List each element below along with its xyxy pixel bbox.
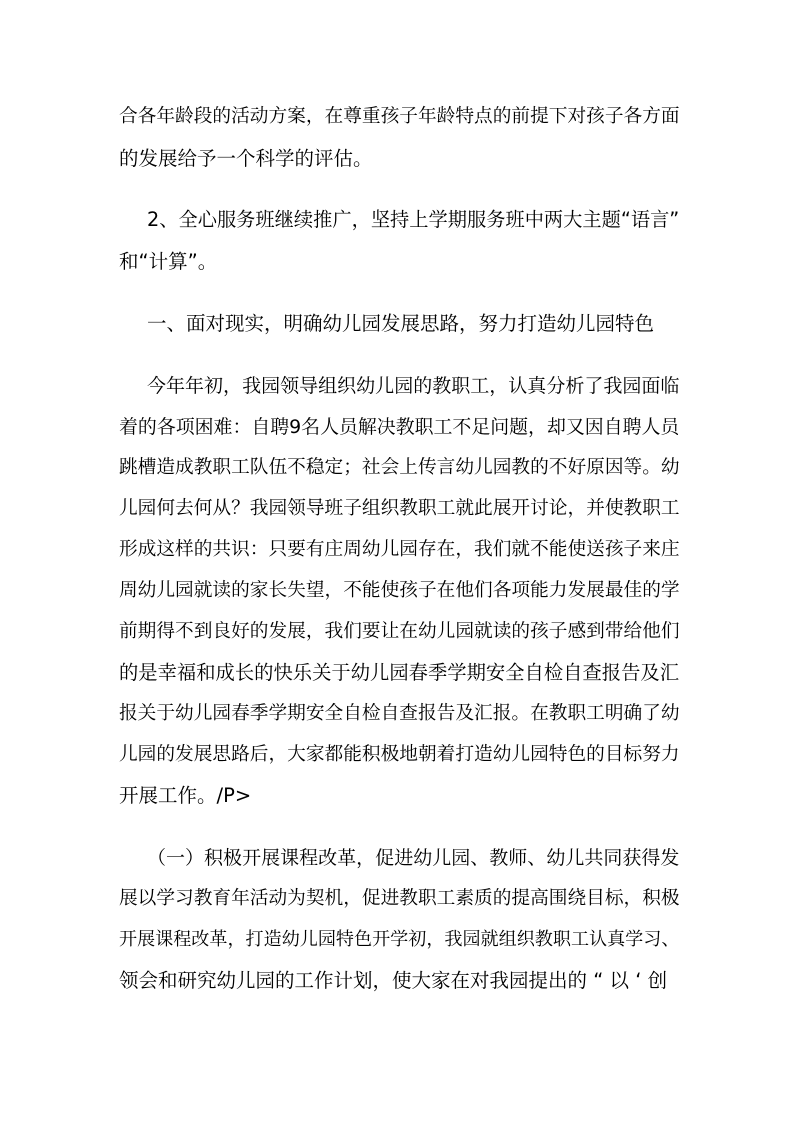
text-line: 合各年龄段的活动方案，在尊重孩子年龄特点的前提下对孩子各方面 (119, 106, 680, 127)
text-line: 的是幸福和成长的快乐关于幼儿园春季学期安全自检自查报告及汇 (119, 661, 680, 684)
text-line: 报关于幼儿园春季学期安全自检自查报告及汇报。在教职工明确了幼 (119, 703, 680, 724)
text-line: 跳槽造成教职工队伍不稳定；社会上传言幼儿园教的不好原因等。幼 (119, 457, 680, 478)
text-line: 儿园的发展思路后，大家都能积极地朝着打造幼儿园特色的目标努力 (119, 744, 680, 765)
text-line: 领会和研究幼儿园的工作计划，使大家在对我园提出的 “ 以 ‘ 创 (119, 969, 668, 992)
text-line: 前期得不到良好的发展，我们要让在幼儿园就读的孩子感到带给他们 (119, 621, 680, 642)
text-line: 今年年初，我园领导组织幼儿园的教职工，认真分析了我园面临 (147, 375, 680, 397)
text-line: 开展工作。/P> (119, 784, 252, 807)
text-line: 周幼儿园就读的家长失望，不能使孩子在他们各项能力发展最佳的学 (119, 580, 680, 601)
text-line: 和“计算”。 (119, 250, 218, 273)
text-line: 展以学习教育年活动为契机，促进教职工素质的提高围绕目标，积极 (119, 888, 680, 909)
text-line: 着的各项困难：自聘9名人员解决教职工不足问题，却又因自聘人员 (119, 416, 680, 438)
section-heading: 一、面对现实，明确幼儿园发展思路，努力打造幼儿园特色 (147, 312, 655, 335)
text-line: 儿园何去何从？我园领导班子组织教职工就此展开讨论，并使教职工 (119, 498, 680, 519)
text-line: 2、全心服务班继续推广，坚持上学期服务班中两大主题“语言” (147, 208, 680, 231)
text-line: 的发展给予一个科学的评估。 (119, 147, 373, 170)
text-line: （一）积极开展课程改革，促进幼儿园、教师、幼儿共同获得发 (147, 847, 680, 869)
text-line: 开展课程改革，打造幼儿园特色开学初，我园就组织教职工认真学习、 (119, 929, 680, 950)
text-line: 形成这样的共识：只要有庄周幼儿园存在，我们就不能使送孩子来庄 (119, 539, 680, 560)
